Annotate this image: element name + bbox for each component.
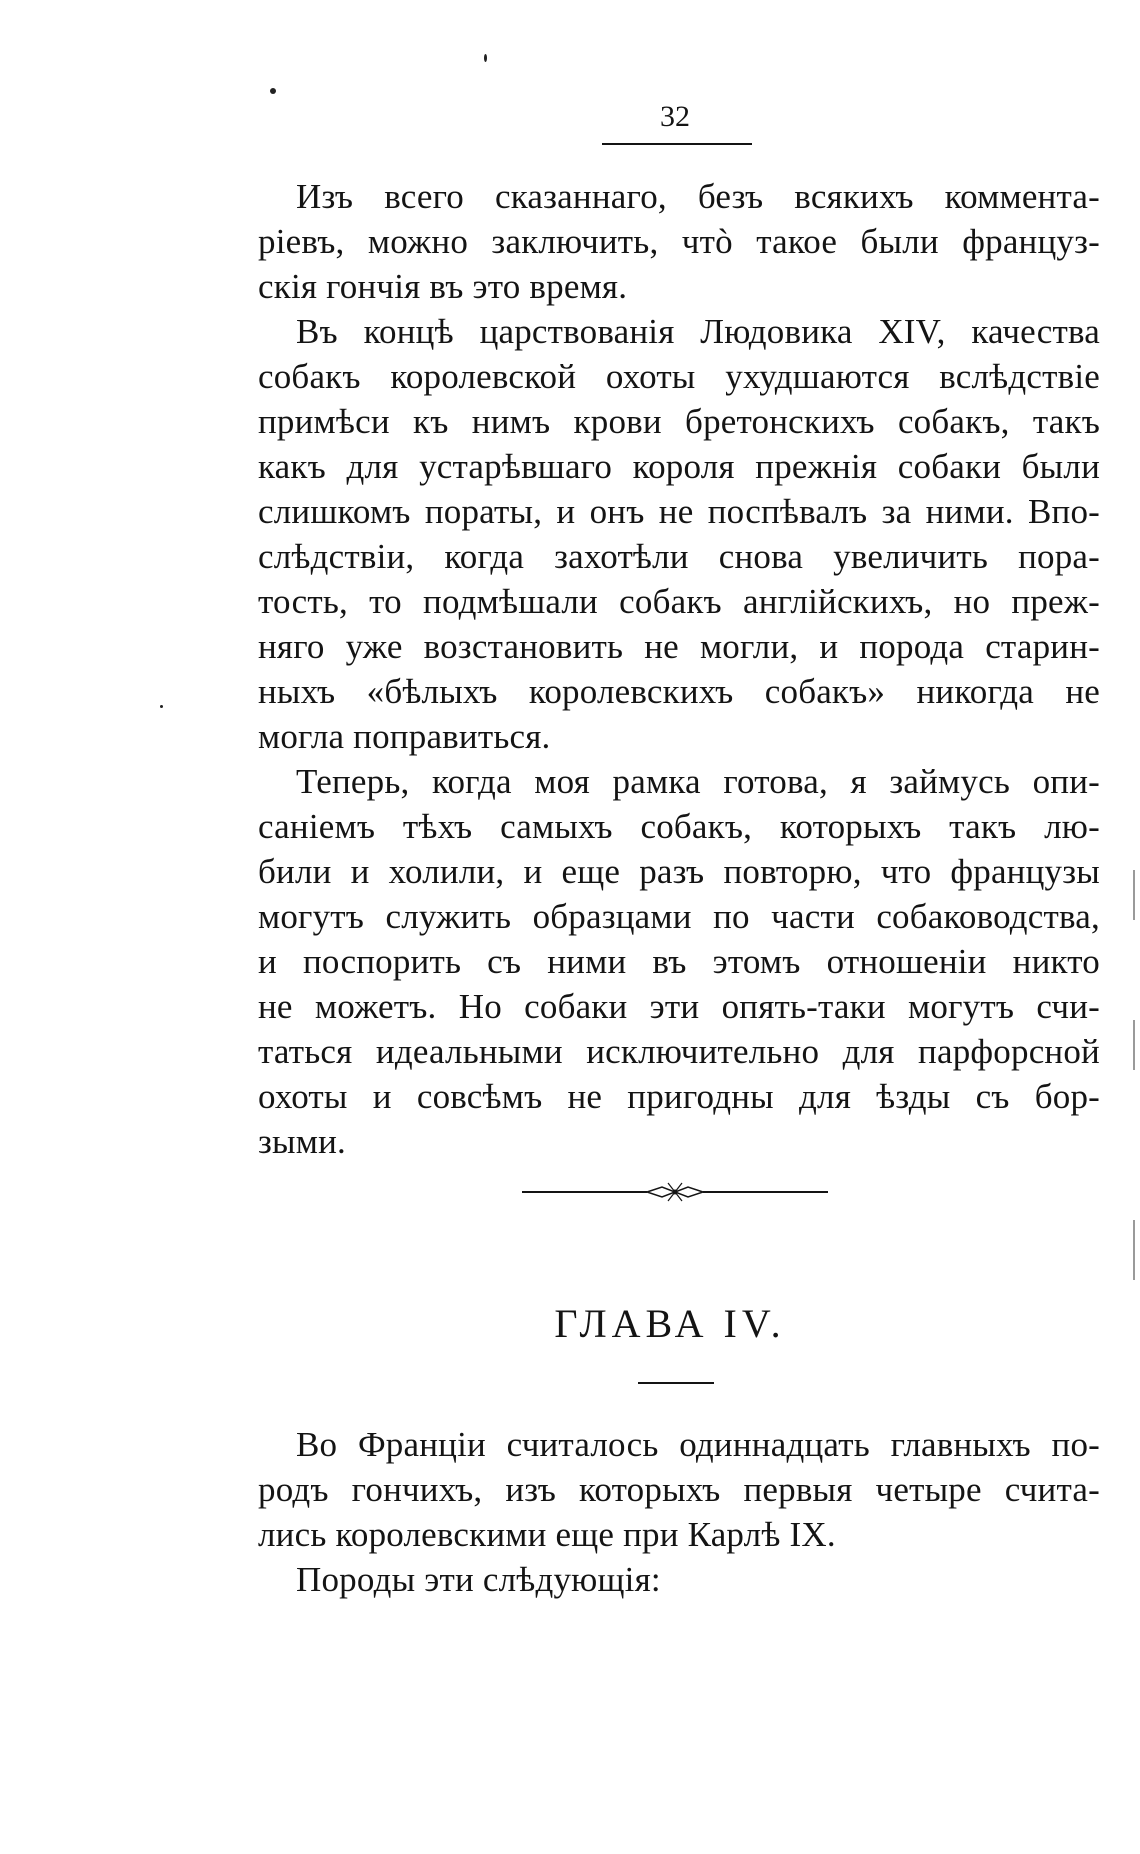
text-line: ныхъ «бѣлыхъ королевскихъ собакъ» никогда не — [258, 672, 1100, 711]
text-line: собакъ королевской охоты ухудшаются вслѣдствіе — [258, 357, 1100, 396]
section-divider-ornament — [522, 1180, 828, 1204]
chapter-paragraph-1 — [258, 1422, 1100, 1557]
chapter-text — [258, 1422, 1100, 1602]
scan-edge-mark — [1133, 1220, 1135, 1280]
text-line: тость, то подмѣшали собакъ англійскихъ, но преж- — [258, 582, 1100, 621]
text-line: няго уже возстановить не могли, и порода старин- — [258, 627, 1100, 666]
text-line: какъ для устарѣвшаго короля прежнія собаки были — [258, 447, 1100, 486]
header-rule — [602, 143, 752, 145]
text-line: Теперь, когда моя рамка готова, я займусь опи- — [296, 762, 1100, 801]
text-line: скія гончія въ это время. — [258, 267, 628, 306]
text-line: слѣдствіи, когда захотѣли снова увеличить пора- — [258, 537, 1100, 576]
text-line: слишкомъ пораты, и онъ не поспѣвалъ за ними. Впо- — [258, 492, 1100, 531]
text-line: Во Франціи считалось одиннадцать главныхъ по- — [296, 1425, 1100, 1464]
paragraph-3 — [258, 759, 1100, 1164]
scan-edge-mark — [1133, 1020, 1135, 1070]
text-line: Породы эти слѣдующія: — [296, 1560, 661, 1599]
scan-speck — [160, 705, 163, 708]
text-line: таться идеальными исключительно для парфорсной — [258, 1032, 1100, 1071]
text-line: и поспорить съ ними въ этомъ отношеніи никто — [258, 942, 1100, 981]
paragraph-1 — [258, 174, 1100, 309]
text-line: примѣси къ нимъ крови бретонскихъ собакъ, такъ — [258, 402, 1100, 441]
text-line: саніемъ тѣхъ самыхъ собакъ, которыхъ такъ лю- — [258, 807, 1100, 846]
text-line: Въ концѣ царствованія Людовика XIV, качества — [296, 312, 1100, 351]
text-line: били и холили, и еще разъ повторю, что французы — [258, 852, 1100, 891]
page-number: 32 — [660, 100, 690, 133]
text-line: зыми. — [258, 1122, 346, 1161]
text-line: лись королевскими еще при Карлѣ IX. — [258, 1515, 836, 1554]
text-line: могутъ служить образцами по части собаководства, — [258, 897, 1100, 936]
chapter-rule — [638, 1382, 714, 1384]
chapter-paragraph-2 — [258, 1557, 1100, 1602]
text-line: могла поправиться. — [258, 717, 551, 756]
text-line: охоты и совсѣмъ не пригодны для ѣзды съ бор- — [258, 1077, 1100, 1116]
scan-edge-mark — [1133, 870, 1135, 920]
scan-speck — [484, 54, 487, 62]
chapter-title: ГЛАВА IV. — [554, 1301, 786, 1346]
paragraph-2 — [258, 309, 1100, 759]
text-line: ріевъ, можно заключить, чтò такое были француз- — [258, 222, 1100, 261]
text-line: не можетъ. Но собаки эти опять-таки могутъ счи- — [258, 987, 1100, 1026]
text-line: Изъ всего сказаннаго, безъ всякихъ коммента- — [296, 177, 1100, 216]
body-text — [258, 174, 1100, 1164]
text-line: родъ гончихъ, изъ которыхъ первыя четыре счита- — [258, 1470, 1100, 1509]
scan-speck — [270, 88, 276, 94]
